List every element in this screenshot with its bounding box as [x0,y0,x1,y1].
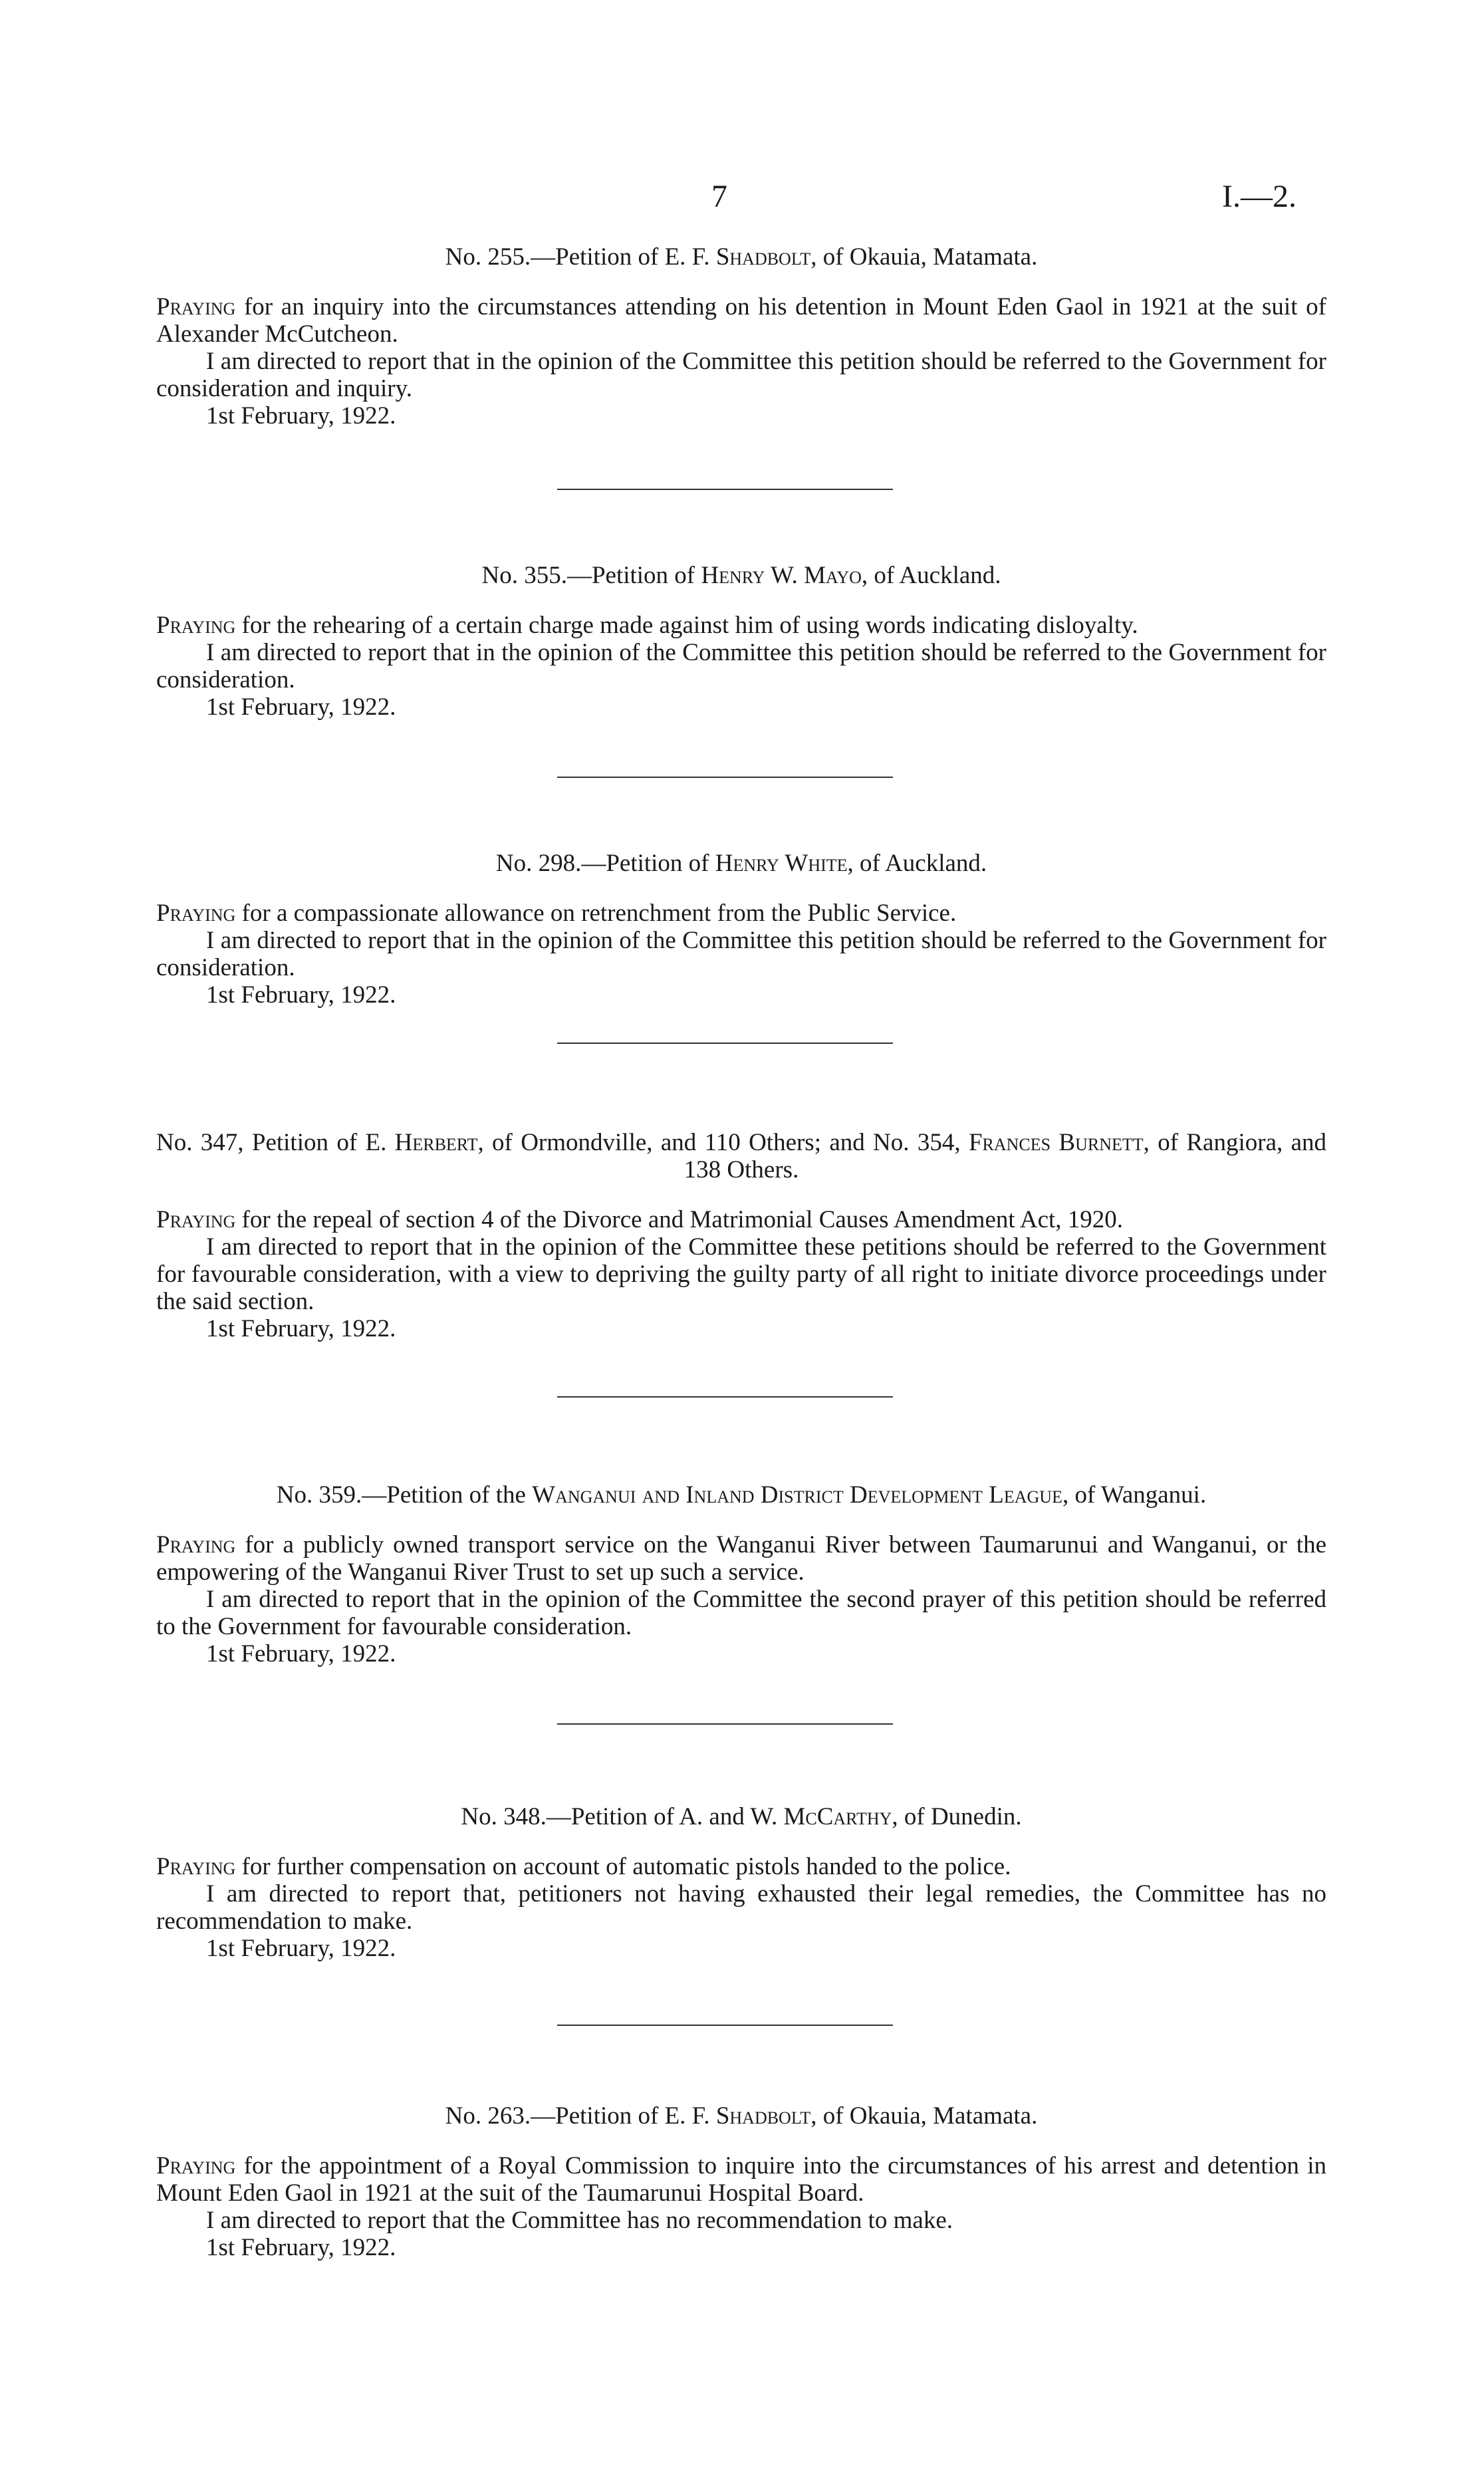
praying-paragraph [156,1531,1326,1586]
heading-text: No. 255.—Petition of E. F. [445,243,716,271]
petitioner-name: Herbert [394,1129,478,1156]
petition-entry [156,243,1326,430]
petition-heading [156,2102,1326,2130]
petitioner-name: Henry [701,562,765,589]
heading-text: No. 298.—Petition of [495,850,715,877]
heading-text: W. [765,562,804,589]
petition-entry [156,1481,1326,1667]
section-divider [557,1723,893,1725]
petitioner-name: Henry White [715,850,848,877]
praying-label: Praying [156,1853,236,1880]
heading-text: No. 348.—Petition of A. and W. [461,1803,784,1830]
petition-date: 1st February, 1922. [206,693,396,721]
petition-date: 1st February, 1922. [206,402,396,430]
page-number: 7 [711,179,727,214]
heading-text: , of Okauia, Matamata. [810,243,1038,271]
praying-paragraph [156,900,1326,927]
petition-date: 1st February, 1922. [206,2234,396,2261]
praying-text: for the appointment of a Royal Commission to inquire into the circumstances of his arrest and detention in Mount Eden Gaol in 1921 at the suit of the Taumarunui Hospital Board. [156,2152,1326,2207]
praying-label: Praying [156,1206,236,1233]
praying-text: for a publicly owned transport service on the Wanganui River between Taumarunui and Wanganui, or the empowering of the Wanganui River Trust to set up such a service. [156,1531,1326,1586]
petition-heading [156,1803,1326,1830]
praying-label: Praying [156,900,236,927]
petitioner-name: Mayo [804,562,862,589]
heading-text: No. 359.—Petition of the [276,1481,533,1509]
petition-heading [156,562,1326,589]
report-paragraph: I am directed to report that in the opinion of the Committee these petitions should be referred to the Government for favourable consideration, with a view to depriving the guilty party of all right to initiate divorce proceedings under the said section. [156,1233,1326,1315]
heading-text: , of Dunedin. [892,1803,1022,1830]
petitioner-name: Frances Burnett [968,1129,1144,1156]
heading-text: , of Okauia, Matamata. [810,2102,1038,2130]
report-paragraph: I am directed to report that, petitioners not having exhausted their legal remedies, the Committee has no recommendation to make. [156,1880,1326,1935]
praying-paragraph [156,1206,1326,1233]
section-divider [557,1043,893,1044]
praying-label: Praying [156,612,236,639]
heading-text: No. 263.—Petition of E. F. [445,2102,716,2130]
praying-label: Praying [156,1531,236,1558]
petition-entry [156,2102,1326,2261]
praying-text: for further compensation on account of automatic pistols handed to the police. [235,1853,1011,1880]
petition-heading [156,850,1326,877]
praying-paragraph [156,612,1326,639]
petitioner-name: Wanganui and Inland District Development League [532,1481,1062,1509]
petitioner-name: Shadbolt [715,2102,811,2130]
section-divider [557,1396,893,1398]
praying-paragraph [156,2152,1326,2207]
report-paragraph: I am directed to report that in the opinion of the Committee this petition should be referred to the Government for consideration. [156,639,1326,693]
document-reference: I.—2. [1222,179,1297,214]
petition-entry [156,1803,1326,1962]
report-paragraph: I am directed to report that in the opinion of the Committee this petition should be referred to the Government for consideration and inquiry. [156,348,1326,402]
praying-label: Praying [156,2152,236,2179]
praying-paragraph [156,293,1326,348]
section-divider [557,489,893,490]
praying-text: for the rehearing of a certain charge made against him of using words indicating disloyalty. [235,612,1138,639]
petition-date: 1st February, 1922. [206,981,396,1009]
report-paragraph: I am directed to report that in the opinion of the Committee the second prayer of this petition should be referred to the Government for favourable consideration. [156,1586,1326,1640]
petition-heading [156,1129,1326,1183]
petition-heading [156,1481,1326,1509]
petitioner-name: Shadbolt [715,243,811,271]
heading-text: , of Ormondville, and 110 Others; and No. 354, [477,1129,969,1156]
petition-entry [156,562,1326,721]
heading-text: , of Auckland. [861,562,1001,589]
section-divider [557,2025,893,2026]
petition-entry [156,850,1326,1009]
heading-text: No. 347, Petition of E. [156,1129,395,1156]
heading-text: No. 355.—Petition of [481,562,701,589]
heading-text: , of Rangiora, and 138 Others. [683,1129,1326,1183]
petition-date: 1st February, 1922. [206,1935,396,1962]
section-divider [557,777,893,778]
petition-heading [156,243,1326,271]
heading-text: , of Wanganui. [1062,1481,1207,1509]
praying-paragraph [156,1853,1326,1880]
praying-text: for the repeal of section 4 of the Divorce and Matrimonial Causes Amendment Act, 1920. [235,1206,1124,1233]
petition-date: 1st February, 1922. [206,1315,396,1342]
report-paragraph: I am directed to report that the Committee has no recommendation to make. [206,2207,953,2234]
petition-entry [156,1129,1326,1342]
petition-date: 1st February, 1922. [206,1640,396,1667]
praying-text: for a compassionate allowance on retrenchment from the Public Service. [235,900,957,927]
report-paragraph: I am directed to report that in the opinion of the Committee this petition should be referred to the Government for consideration. [156,927,1326,981]
petitioner-name: McCarthy [783,1803,892,1830]
praying-text: for an inquiry into the circumstances attending on his detention in Mount Eden Gaol in 1921 at the suit of Alexander McCutcheon. [156,293,1326,348]
praying-label: Praying [156,293,236,320]
heading-text: , of Auckland. [847,850,987,877]
